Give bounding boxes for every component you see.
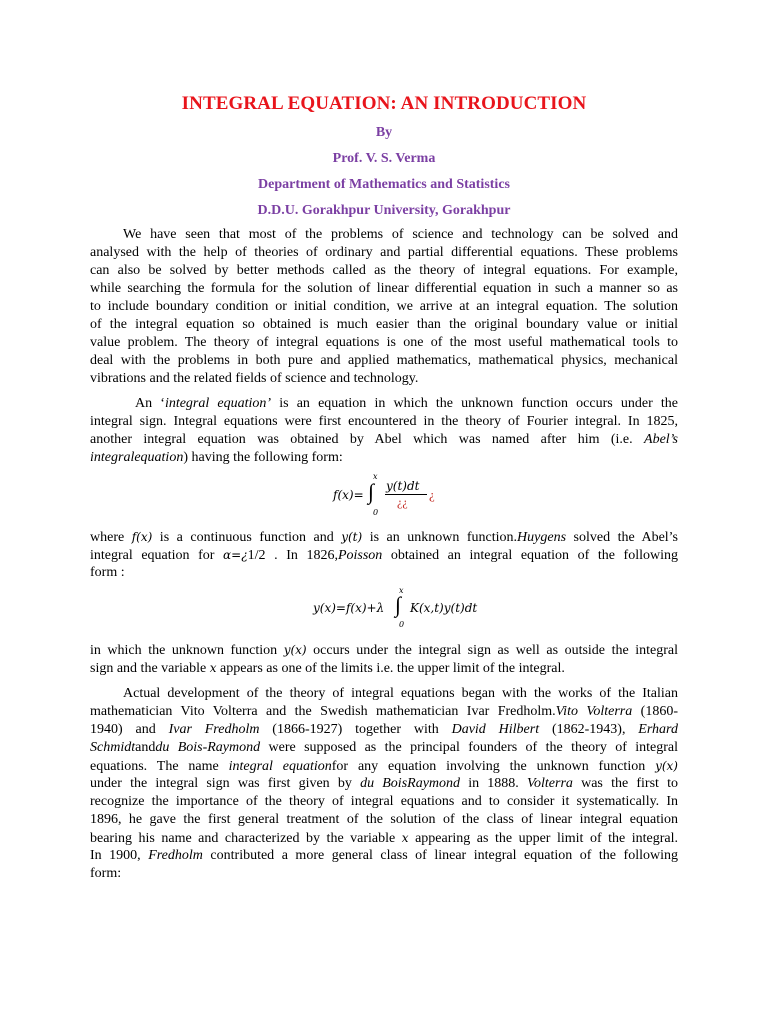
integral-upper-limit: x [399, 586, 404, 595]
author-name: Prof. V. S. Verma [332, 151, 436, 166]
paragraph-history [90, 685, 678, 883]
text-line: Actual development of the theory of integral equations began with the works of the Italian [123, 686, 678, 701]
text-line: equations. The name integral equationfor any equation involving the unknown function y(x) [90, 759, 678, 774]
text-line: An ‘integral equation’ is an equation in which the unknown function occurs under the [135, 396, 678, 411]
text-line: deal with the problems in both pure and applied mathematics, mathematical physics, mechanical [90, 353, 678, 368]
text-line: Schmidtanddu Bois-Raymond were supposed as the principal founders of the theory of integral [90, 740, 678, 755]
text-line: form: [90, 866, 122, 881]
paragraph-definition [90, 395, 678, 467]
poisson-equation [313, 586, 503, 632]
abel-equation [333, 472, 443, 522]
text-line: bearing his name and characterized by the variable x appearing as the upper limit of the integral. [90, 831, 679, 846]
text-line: while searching the formula for the solution of linear differential equation in such a manner so as [90, 281, 678, 296]
paragraph-unknown-function [90, 641, 678, 677]
department-name: Department of Mathematics and Statistics [258, 177, 510, 192]
text-line: 1940) and Ivar Fredholm (1866-1927) together with David Hilbert (1862-1943), Erhard [90, 722, 678, 737]
text-line: form : [90, 565, 125, 580]
equation-lhs: y(x)=f(x)+λ [313, 601, 385, 615]
paragraph-intro [90, 226, 678, 388]
text-line: integral sign. Integral equations were first encountered in the theory of Fourier integral. In 1825, [90, 414, 678, 429]
text-line: mathematician Vito Volterra and the Swedish mathematician Ivar Fredholm.Vito Volterra (1860- [90, 704, 678, 719]
text-line: analysed with the help of theories of ordinary and partial differential equations. These problems [90, 245, 678, 260]
integral-lower-limit: 0 [373, 508, 379, 517]
integral-lower-limit: 0 [399, 620, 405, 629]
text-line: of the integral equation so obtained is much easier than the original boundary value or initial [90, 317, 678, 332]
paragraph-huygens-poisson [90, 528, 678, 582]
text-line: can also be solved by better methods called as the theory of integral equations. For example, [90, 263, 678, 278]
text-line: sign and the variable x appears as one of the limits i.e. the upper limit of the integral. [90, 661, 565, 676]
text-line: under the integral sign was first given by du BoisRaymond in 1888. Volterra was the first to [90, 776, 679, 791]
text-line: value problem. The theory of integral equations is one of the most useful mathematical tools to [90, 335, 678, 350]
integral-sign-icon: ∫ [395, 592, 402, 617]
document-title: INTEGRAL EQUATION: AN INTRODUCTION [181, 93, 587, 114]
text-line: In 1900, Fredholm contributed a more general class of linear integral equation of the following [90, 848, 678, 863]
text-line: 1896, he gave the first general treatment of the solution of the class of linear integral equation [90, 812, 678, 827]
integral-sign-icon: ∫ [368, 479, 375, 504]
by-line: By [375, 125, 393, 140]
integral-upper-limit: x [373, 472, 378, 481]
equation-rhs: K(x,t)y(t)dt [410, 601, 478, 615]
text-line: vibrations and the related fields of science and technology. [90, 371, 419, 386]
equation-lhs: f(x)= [333, 488, 364, 502]
text-line: We have seen that most of the problems of science and technology can be solved and [123, 227, 678, 242]
equation-artifact: ¿ [429, 487, 435, 502]
fraction-denominator: ¿¿ [397, 495, 408, 509]
text-line: another integral equation was obtained by Abel which was named after him (i.e. Abel’s [90, 432, 678, 447]
text-line: integralequation) having the following form: [90, 450, 343, 465]
text-line: recognize the importance of the theory of integral equations and to consider it systematically. In [90, 794, 678, 809]
university-name: D.D.U. Gorakhpur University, Gorakhpur [257, 203, 511, 218]
text-line: in which the unknown function y(x) occurs under the integral sign as well as outside the integral [90, 643, 678, 658]
fraction-numerator: y(t)dt [386, 479, 420, 493]
text-line: where f(x) is a continuous function and y(t) is an unknown function.Huygens solved the Abel’s [90, 530, 679, 545]
text-line: to include boundary condition or initial condition, we arrive at an integral equation. The solution [90, 299, 678, 314]
text-line: integral equation for α=¿1/2 . In 1826,Poisson obtained an integral equation of the following [90, 548, 678, 563]
